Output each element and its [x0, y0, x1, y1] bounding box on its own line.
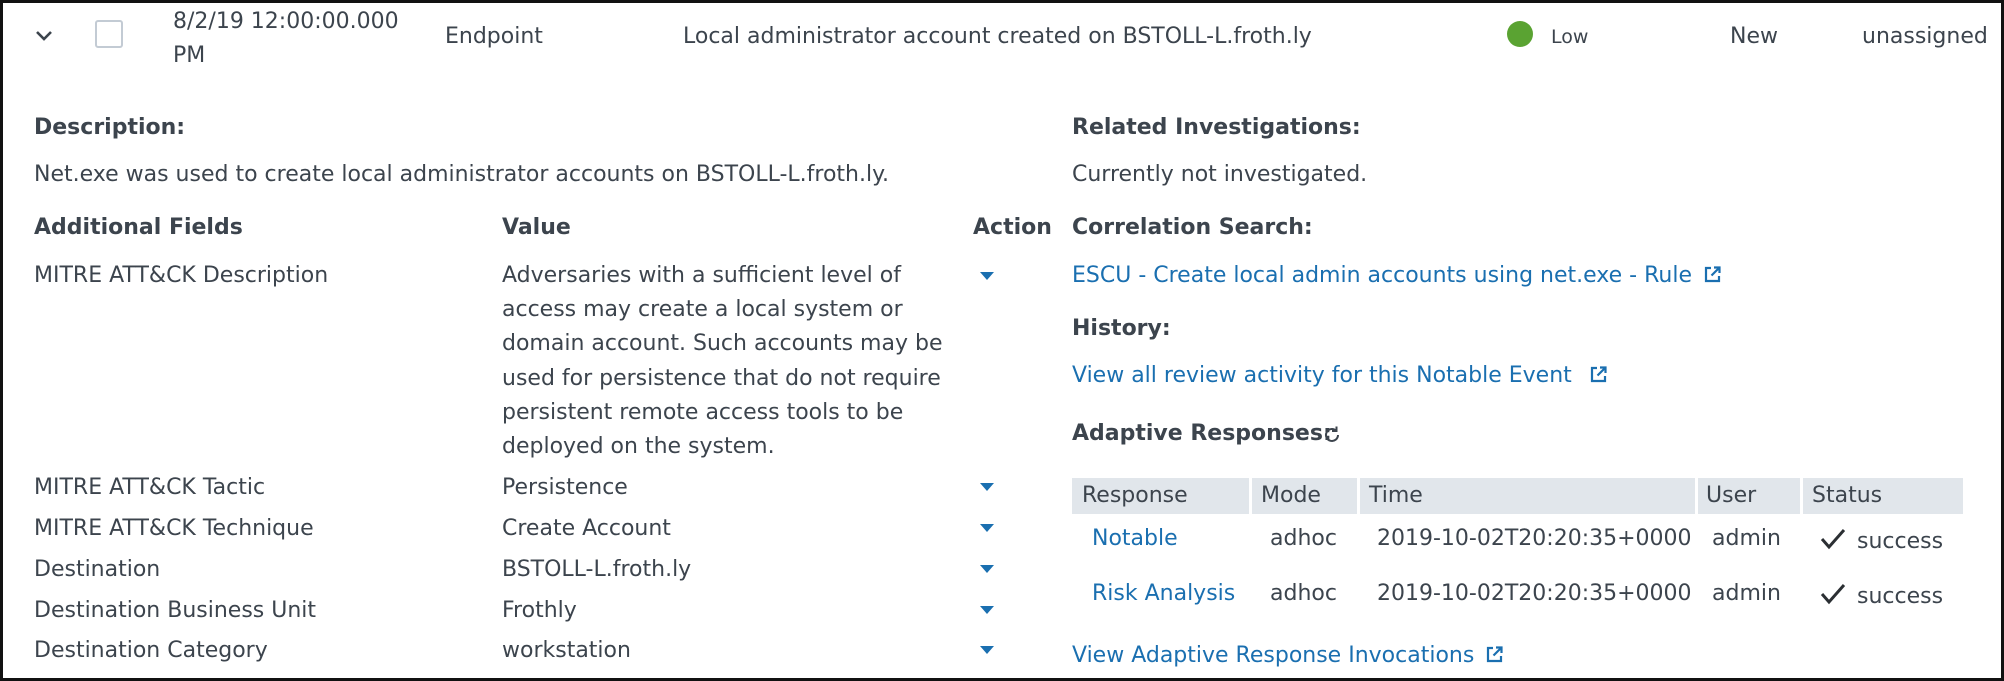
response-time: 2019-10-02T20:20:35+0000 [1377, 581, 1692, 606]
response-link[interactable]: Notable [1092, 526, 1178, 551]
description-text: Net.exe was used to create local administrator accounts on BSTOLL-L.froth.ly. [34, 162, 889, 187]
column-header-response[interactable]: Response [1082, 483, 1188, 508]
correlation-search-link[interactable]: ESCU - Create local admin accounts using net.exe - Rule [1072, 261, 1721, 291]
field-value: Frothly [502, 598, 577, 623]
column-header-time[interactable]: Time [1369, 483, 1423, 508]
field-value: workstation [502, 638, 631, 663]
field-name: MITRE ATT&CK Tactic [34, 475, 266, 500]
response-link[interactable]: Risk Analysis [1092, 581, 1236, 606]
external-link-icon [1486, 646, 1503, 663]
field-action-caret[interactable] [980, 606, 994, 614]
adaptive-responses-label: Adaptive Responses: [1072, 421, 1332, 446]
field-value: Adversaries with a sufficient level of access may create a local system or domain account. Such accounts may be used for persistence that do not require persistent remote access tools to be deployed on the system. [502, 263, 943, 460]
description-label: Description: [34, 115, 186, 140]
field-value: Persistence [502, 475, 628, 500]
response-status: success [1857, 584, 1944, 609]
header-divider [1357, 478, 1360, 514]
field-action-caret[interactable] [980, 272, 994, 280]
response-user: admin [1712, 526, 1781, 551]
external-link-icon [1704, 266, 1721, 283]
response-status: success [1857, 529, 1944, 554]
refresh-icon[interactable] [1321, 424, 1343, 446]
related-investigations-label: Related Investigations: [1072, 115, 1361, 140]
response-mode: adhoc [1270, 526, 1337, 551]
field-name: MITRE ATT&CK Technique [34, 516, 314, 541]
column-header-user[interactable]: User [1706, 483, 1757, 508]
fields-header: Additional Fields [34, 215, 243, 240]
status-value[interactable]: New [1730, 24, 1778, 49]
header-divider [1695, 478, 1698, 514]
adaptive-invocations-link[interactable]: View Adaptive Response Invocations [1072, 641, 1503, 671]
field-name: Destination Business Unit [34, 598, 317, 623]
field-action-caret[interactable] [980, 524, 994, 532]
event-time: 8/2/19 12:00:00.000 PM [173, 9, 399, 68]
response-user: admin [1712, 581, 1781, 606]
checkmark-icon [1820, 582, 1846, 606]
field-name: MITRE ATT&CK Description [34, 263, 329, 288]
row-select-checkbox[interactable] [95, 20, 123, 48]
expand-toggle[interactable] [33, 25, 55, 47]
checkmark-icon [1820, 527, 1846, 551]
urgency-indicator [1507, 21, 1533, 47]
action-header: Action [973, 215, 1052, 240]
field-action-caret[interactable] [980, 483, 994, 491]
history-label: History: [1072, 316, 1171, 341]
column-header-status[interactable]: Status [1812, 483, 1883, 508]
related-investigations-text: Currently not investigated. [1072, 162, 1368, 187]
field-value: BSTOLL-L.froth.ly [502, 557, 692, 582]
column-header-mode[interactable]: Mode [1261, 483, 1321, 508]
field-action-caret[interactable] [980, 646, 994, 654]
urgency-label: Low [1551, 26, 1589, 48]
external-link-icon [1590, 366, 1607, 383]
correlation-search-label: Correlation Search: [1072, 215, 1313, 240]
history-link[interactable]: View all review activity for this Notable Event [1072, 361, 1607, 391]
response-time: 2019-10-02T20:20:35+0000 [1377, 526, 1692, 551]
event-domain: Endpoint [445, 24, 543, 49]
event-title[interactable]: Local administrator account created on BSTOLL-L.froth.ly [683, 24, 1312, 49]
owner-value[interactable]: unassigned [1862, 24, 1988, 49]
header-divider [1249, 478, 1252, 514]
value-header: Value [502, 215, 571, 240]
field-action-caret[interactable] [980, 565, 994, 573]
field-name: Destination [34, 557, 161, 582]
chevron-down-icon [33, 25, 55, 47]
field-name: Destination Category [34, 638, 268, 663]
header-divider [1800, 478, 1803, 514]
response-mode: adhoc [1270, 581, 1337, 606]
field-value: Create Account [502, 516, 671, 541]
